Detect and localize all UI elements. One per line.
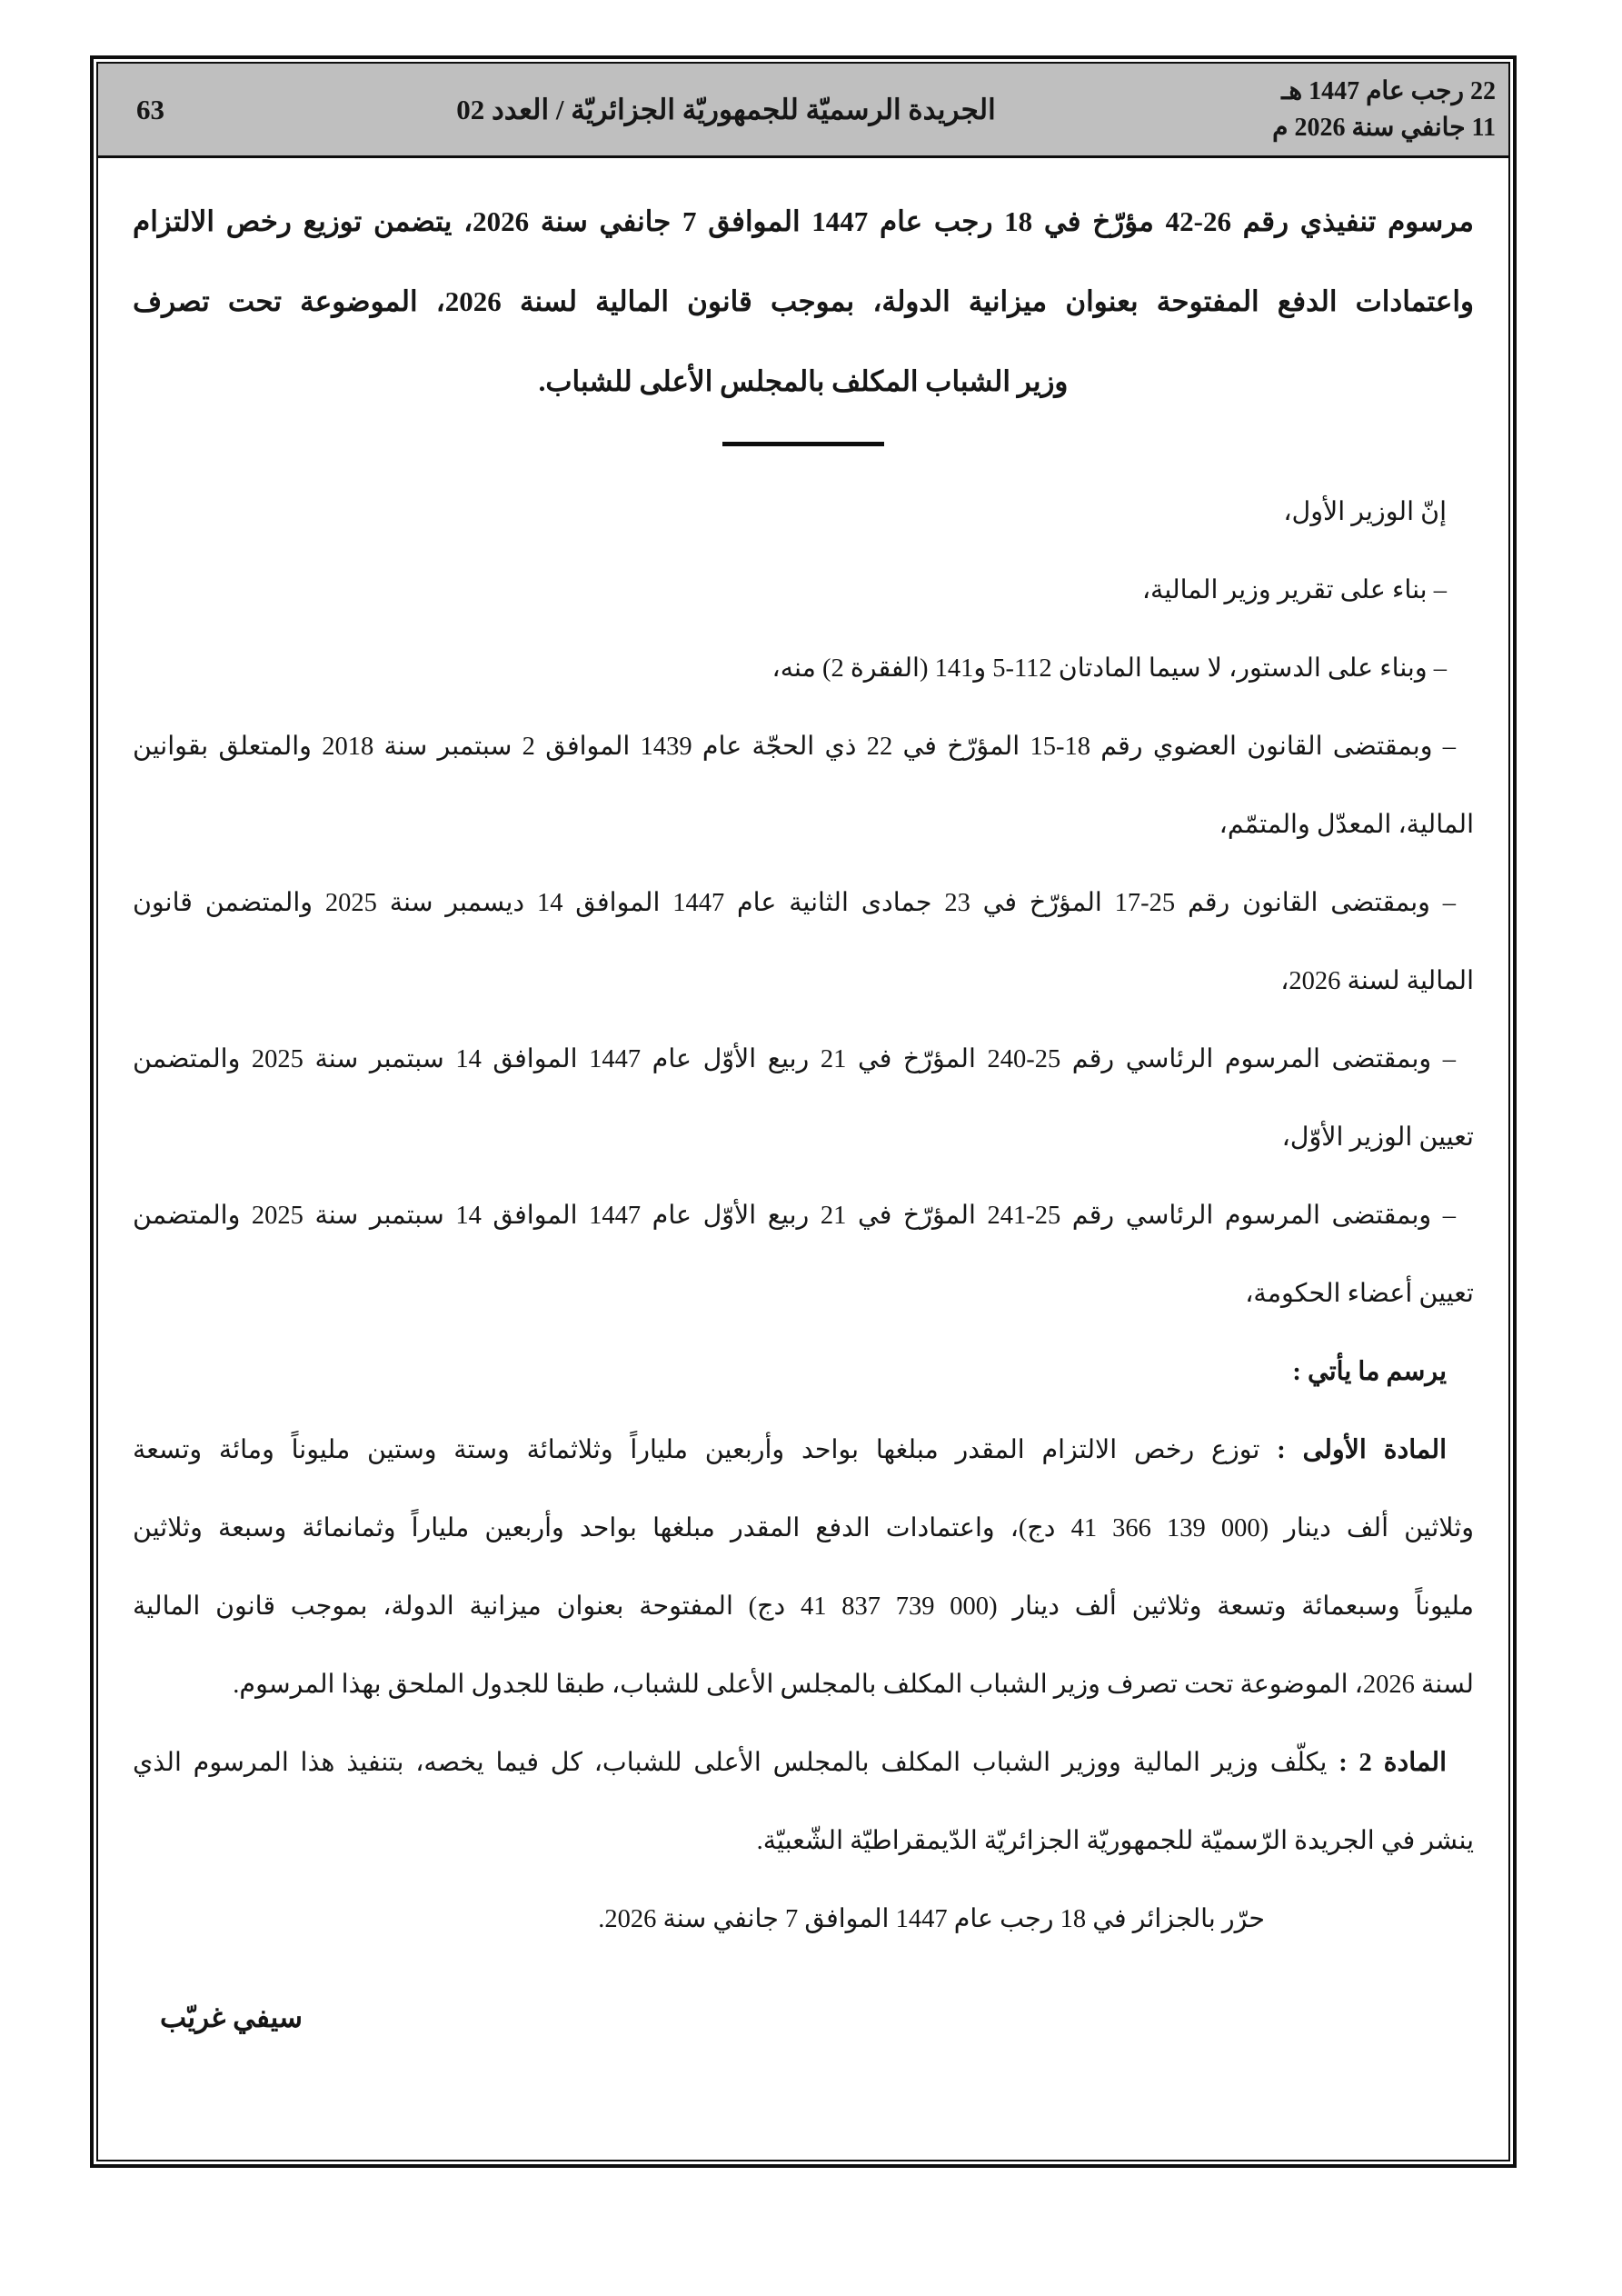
text-segment: مليوناً وسبعمائة وتسعة وثلاثين ألف دينار ( [989,1592,1474,1621]
text-segment: تعيين أعضاء الحكومة، [1245,1280,1474,1308]
text-segment: دج)، واعتمادات الدفع المقدر مبلغها بواحد وأربعين ملياراً وثمانمائة وسبعة وثلاثين [133,1514,1071,1542]
text-line [133,1490,1474,1568]
decree-body [98,158,1508,2160]
decree-title-block [133,182,1474,422]
date-gregorian: 11 جانفي سنة 2026 م [1272,113,1496,142]
header-dates [1154,74,1508,146]
text-line [133,1646,1474,1724]
text-line [133,474,1474,552]
text-segment: تعيين الوزير الأوّل، [1281,1123,1474,1152]
text-line [133,1724,1474,1802]
text-line [133,1255,1474,1333]
amount-number: 41 837 739 000 [801,1592,990,1621]
text-segment: لسنة 2026، الموضوعة تحت تصرف وزير الشباب المكلف بالمجلس الأعلى للشباب، طبقا للجدول الملحق بهذا المرسوم. [233,1671,1474,1699]
text-line [133,943,1474,1021]
section-separator [722,442,884,446]
text-line [133,708,1474,786]
text-segment: وزير الشباب المكلف بالمجلس الأعلى للشباب. [538,365,1069,397]
text-segment: دج) المفتوحة بعنوان ميزانية الدولة، بموجب قانون المالية [133,1592,801,1621]
text-segment: – وبمقتضى القانون رقم 25-17 المؤرّخ في 23 جمادى الثانية عام 1447 الموافق 14 ديسمبر سنة 2025 والمتضمن قانون [133,889,1456,917]
text-segment: واعتمادات الدفع المفتوحة بعنوان ميزانية الدولة، بموجب قانون المالية لسنة 2026، الموضوعة تحت تصرف [133,285,1474,317]
text-line [133,1881,1474,1959]
text-line [133,1568,1474,1646]
text-segment: المالية لسنة 2026، [1280,967,1474,995]
text-line [133,262,1474,342]
text-segment: يكلّف وزير المالية ووزير الشباب المكلف بالمجلس الأعلى للشباب، كل فيما يخصه، بتنفيذ هذا المرسوم الذي [133,1749,1328,1777]
text-line [133,1177,1474,1255]
text-line [133,864,1474,943]
text-segment: – وبناء على الدستور، لا سيما المادتان 112-5 و141 (الفقرة 2) منه، [771,654,1447,683]
text-line [133,1021,1474,1099]
decree-text-block [133,474,1474,2057]
page-number: 63 [136,93,164,125]
page-frame-outer [90,55,1517,2168]
text-line [133,182,1474,262]
text-line [133,1412,1474,1490]
text-segment: – وبمقتضى القانون العضوي رقم 18-15 المؤرّخ في 22 ذي الحجّة عام 1439 الموافق 2 سبتمبر سنة 2018 والمتعلق بقوانين [133,733,1456,761]
text-segment: توزع رخص الالتزام المقدر مبلغها بواحد وأربعين ملياراً وثلاثمائة وستة وستين مليوناً ومائة وتسعة [133,1436,1260,1464]
text-line [133,1802,1474,1881]
text-line [133,1099,1474,1177]
date-hijri: 22 رجب عام 1447 هـ [1281,76,1496,105]
page-header-band [98,64,1508,158]
text-segment: إنّ الوزير الأول، [1283,498,1447,526]
text-segment: – وبمقتضى المرسوم الرئاسي رقم 25-241 المؤرّخ في 21 ربيع الأوّل عام 1447 الموافق 14 سبتمبر سنة 2025 والمتضمن [133,1202,1456,1230]
text-segment: سيفي غريّب [160,2002,303,2033]
text-line [133,630,1474,708]
journal-title: الجريدة الرسميّة للجمهوريّة الجزائريّة / العدد 02 [456,93,996,125]
text-segment: المادة الأولى : [1259,1436,1448,1464]
text-segment: ينشر في الجريدة الرّسميّة للجمهوريّة الجزائريّة الدّيمقراطيّة الشّعبيّة. [756,1827,1474,1855]
page-frame-inner [96,62,1510,2161]
text-line [133,342,1474,422]
text-segment: المادة 2 : [1327,1749,1448,1777]
text-line [133,786,1474,864]
amount-number: 41 366 139 000 [1070,1514,1260,1542]
text-segment: المالية، المعدّل والمتمّم، [1219,811,1474,839]
signature [133,1979,1474,2057]
text-segment: حرّر بالجزائر في 18 رجب عام 1447 الموافق 7 جانفي سنة 2026. [598,1905,1265,1933]
text-segment: وثلاثين ألف دينار ( [1259,1514,1475,1542]
text-segment: مرسوم تنفيذي رقم 26-42 مؤرّخ في 18 رجب عام 1447 الموافق 7 جانفي سنة 2026، يتضمن توزيع رخص الالتزام [133,205,1474,237]
text-line [133,1333,1474,1412]
text-segment: – بناء على تقرير وزير المالية، [1141,576,1447,604]
text-segment: يرسم ما يأتي : [1292,1358,1447,1386]
text-line [133,552,1474,630]
text-segment: – وبمقتضى المرسوم الرئاسي رقم 25-240 المؤرّخ في 21 ربيع الأوّل عام 1447 الموافق 14 سبتمبر سنة 2025 والمتضمن [133,1045,1456,1073]
